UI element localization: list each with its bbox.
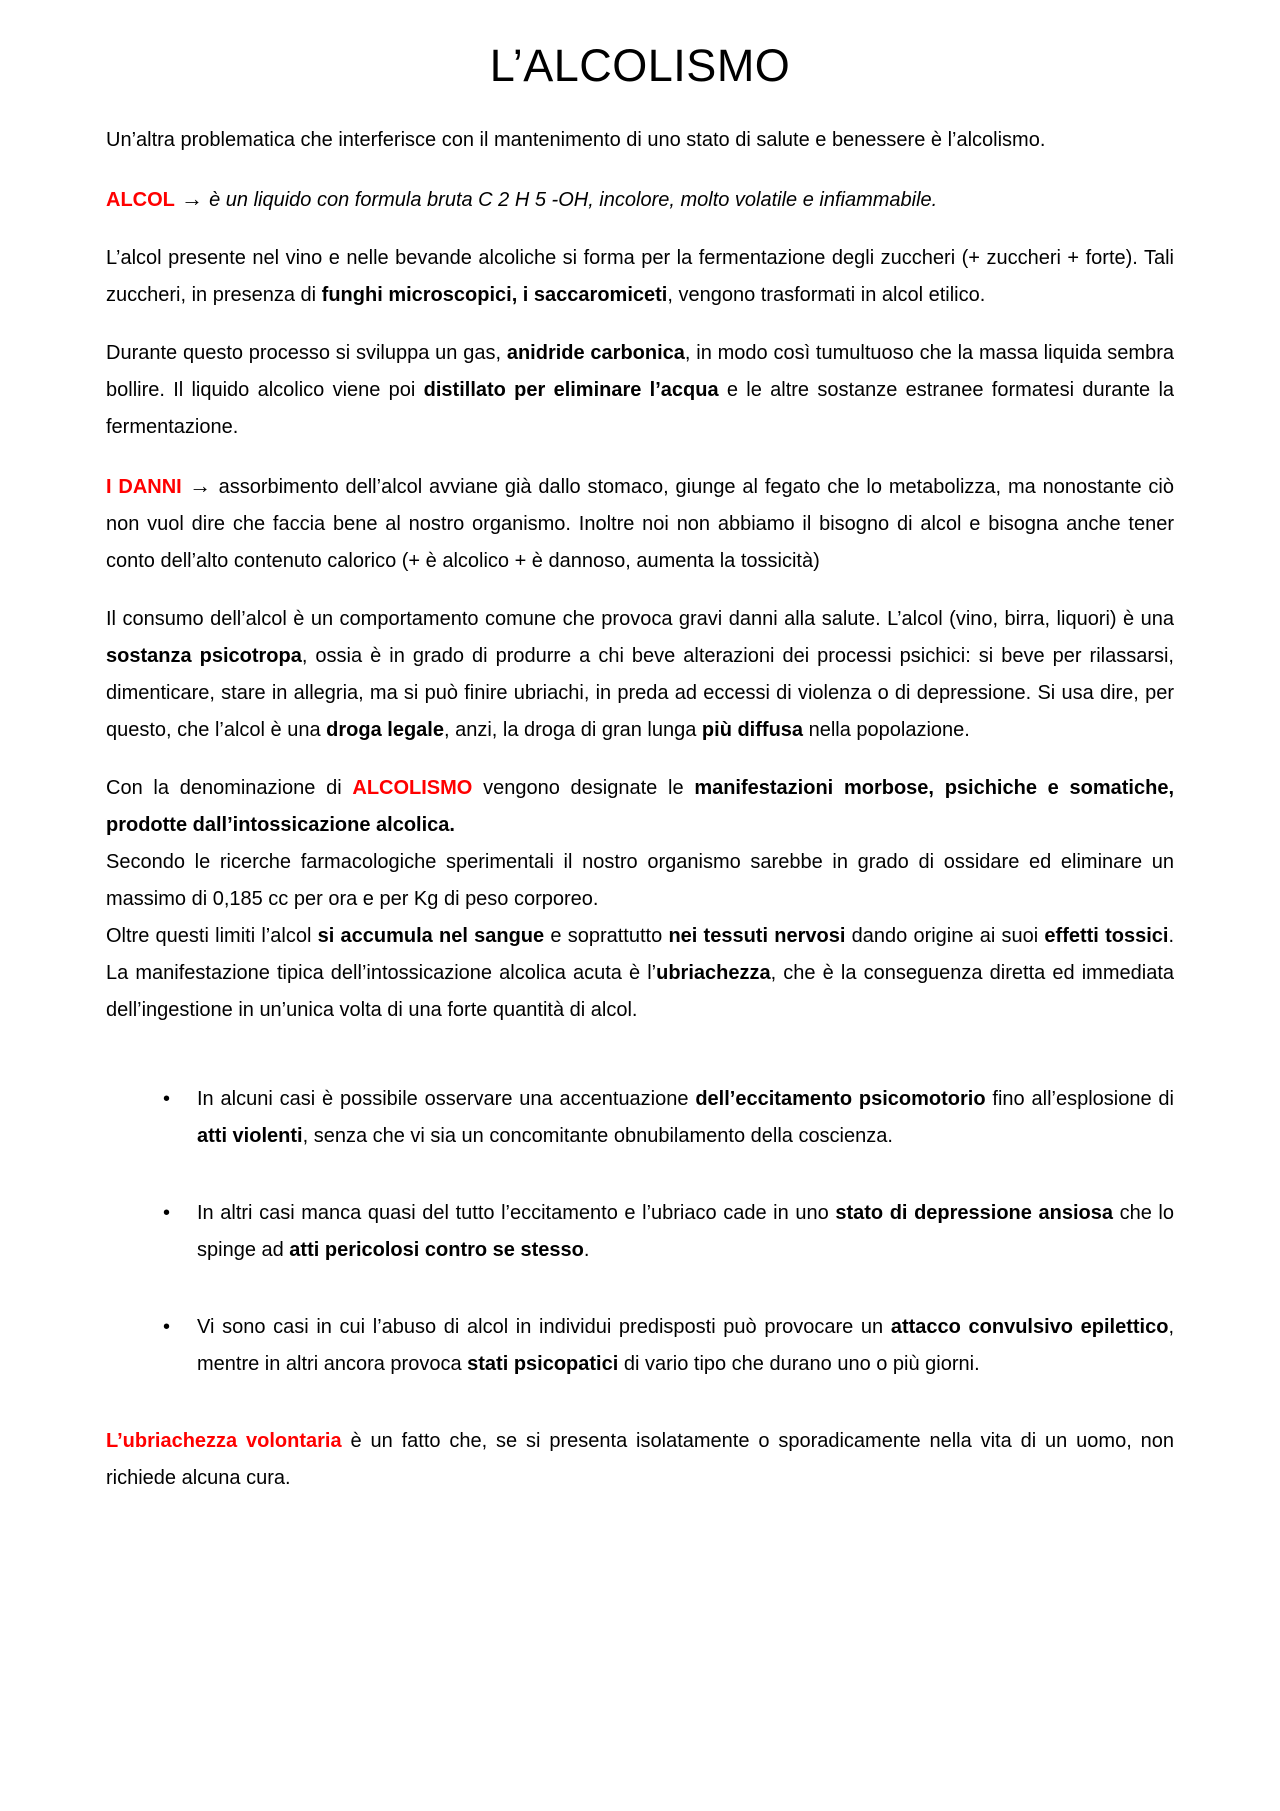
- bold-run: atti violenti: [197, 1125, 303, 1147]
- text-run: , in modo così tumultuoso che la massa liquida sembra bollire. Il liquido alcolico viene poi: [106, 342, 1174, 401]
- alcolismo-keyword: ALCOLISMO: [352, 777, 473, 799]
- bold-run: più diffusa: [701, 719, 804, 741]
- paragraph-intro: [106, 122, 1174, 159]
- bold-run: atti pericolosi contro se stesso: [289, 1239, 584, 1261]
- text-run: Durante questo processo si sviluppa un gas,: [106, 342, 507, 364]
- paragraph-danni: [106, 467, 1174, 580]
- bullet-icon: •: [163, 1088, 171, 1110]
- text-run: fino all’esplosione di: [985, 1088, 1174, 1110]
- bullet-text: [197, 1309, 1174, 1383]
- text-run: , anzi, la droga di gran lunga: [443, 719, 702, 741]
- bold-run: anidride carbonica: [506, 342, 685, 364]
- text-run: .: [583, 1239, 590, 1261]
- paragraph-limiti: [106, 918, 1174, 1029]
- bold-run: dell’eccitamento psicomotorio: [695, 1088, 986, 1110]
- text-run: , senza che vi sia un concomitante obnubilamento della coscienza.: [302, 1125, 893, 1147]
- bold-run: nei tessuti nervosi: [668, 925, 846, 947]
- page-title: L’ALCOLISMO: [489, 40, 791, 91]
- bullet-text: [197, 1195, 1174, 1269]
- paragraph-ricerche: [106, 844, 1174, 918]
- text-run: Vi sono casi in cui l’abuso di alcol in individui predisposti può provocare un: [197, 1316, 891, 1338]
- bullet-icon: •: [163, 1316, 171, 1338]
- paragraph-gas: [106, 335, 1174, 446]
- text-run: In altri casi manca quasi del tutto l’eccitamento e l’ubriaco cade in uno: [197, 1202, 836, 1224]
- list-item: [106, 1309, 1174, 1383]
- text-run: Oltre questi limiti l’alcol: [106, 925, 318, 947]
- text-run: Secondo le ricerche farmacologiche sperimentali il nostro organismo sarebbe in grado di ossidare ed eliminare un massimo di 0,185 cc per ora e per Kg di peso corporeo.: [106, 851, 1174, 910]
- bold-run: stato di depressione ansiosa: [835, 1202, 1113, 1224]
- text-run: che lo spinge ad: [197, 1202, 1174, 1261]
- bold-run: distillato per eliminare l’acqua: [423, 379, 719, 401]
- text-run: assorbimento dell’alcol avviane già dallo stomaco, giunge al fegato che lo metabolizza, ma nonostante ciò non vuol dire che faccia bene al nostro organismo. Inoltre noi non abbiamo il bisogno di alcol e bisogna anche tener conto dell’alto contenuto calorico (+ è alcolico + è dannoso, aumenta la tossicità): [106, 476, 1174, 572]
- text-run: dando origine ai suoi: [845, 925, 1045, 947]
- text-run: Il consumo dell’alcol è un comportamento comune che provoca gravi danni alla salute. L’alcol (vino, birra, liquori) è una: [106, 608, 1174, 630]
- paragraph-ubriachezza-volontaria: [106, 1423, 1174, 1497]
- text-run: e le altre sostanze estranee formatesi durante la fermentazione.: [106, 379, 1175, 438]
- text-run: , che è la conseguenza diretta ed immediata dell’ingestione in un’unica volta di una forte quantità di alcol.: [106, 962, 1174, 1021]
- text-run: Con la denominazione di: [106, 777, 353, 799]
- bold-run: sostanza psicotropa: [106, 645, 302, 667]
- bold-run: funghi microscopici, i saccaromiceti: [321, 284, 668, 306]
- alcol-keyword: ALCOL: [106, 189, 175, 211]
- text-run: , vengono trasformati in alcol etilico.: [667, 284, 986, 306]
- bold-run: effetti tossici: [1044, 925, 1169, 947]
- right-arrow-icon: →: [174, 186, 210, 211]
- text-run: è un liquido con formula bruta C 2 H 5 -OH, incolore, molto volatile e infiammabile.: [209, 189, 938, 211]
- paragraph-alcol-definition: [106, 180, 1174, 219]
- right-arrow-icon: →: [181, 473, 219, 498]
- text-run: vengono designate le: [472, 777, 695, 799]
- bullet-list: [106, 1081, 1174, 1383]
- danni-keyword: I DANNI: [106, 476, 182, 498]
- bold-run: manifestazioni morbose, psichiche e somatiche, prodotte dall’intossicazione alcolica.: [106, 777, 1174, 836]
- bullet-text: [197, 1081, 1174, 1155]
- text-run: Un’altra problematica che interferisce con il mantenimento di uno stato di salute e benessere è l’alcolismo.: [106, 129, 1046, 151]
- list-item: [106, 1195, 1174, 1269]
- text-run: è un fatto che, se si presenta isolatamente o sporadicamente nella vita di un uomo, non richiede alcuna cura.: [106, 1430, 1174, 1489]
- list-item: [106, 1081, 1174, 1155]
- bold-run: droga legale: [326, 719, 444, 741]
- text-run: e soprattutto: [544, 925, 669, 947]
- text-run: nella popolazione.: [803, 719, 970, 741]
- text-run: , ossia è in grado di produrre a chi beve alterazioni dei processi psichici: si beve per rilassarsi, dimenticare, stare in allegria, ma si può finire ubriachi, in preda ad eccessi di violenza o di depressione. Si usa dire, per questo, che l’alcol è una: [106, 645, 1174, 741]
- text-run: di vario tipo che durano uno o più giorni.: [618, 1353, 980, 1375]
- paragraph-consumo: [106, 601, 1174, 749]
- bold-run: ubriachezza: [656, 962, 771, 984]
- ubriachezza-keyword: L’ubriachezza volontaria: [106, 1430, 342, 1452]
- bullet-icon: •: [163, 1202, 171, 1224]
- bold-run: attacco convulsivo epilettico: [890, 1316, 1169, 1338]
- paragraph-alcolismo-definition: [106, 770, 1174, 844]
- bold-run: stati psicopatici: [467, 1353, 619, 1375]
- text-run: , mentre in altri ancora provoca: [197, 1316, 1174, 1375]
- text-run: In alcuni casi è possibile osservare una accentuazione: [197, 1088, 696, 1110]
- text-run: . La manifestazione tipica dell’intossicazione alcolica acuta è l’: [106, 925, 1175, 984]
- paragraph-fermentazione: [106, 240, 1174, 314]
- text-run: L’alcol presente nel vino e nelle bevande alcoliche si forma per la fermentazione degli zuccheri (+ zuccheri + forte). Tali zuccheri, in presenza di: [106, 247, 1174, 306]
- bold-run: si accumula nel sangue: [317, 925, 545, 947]
